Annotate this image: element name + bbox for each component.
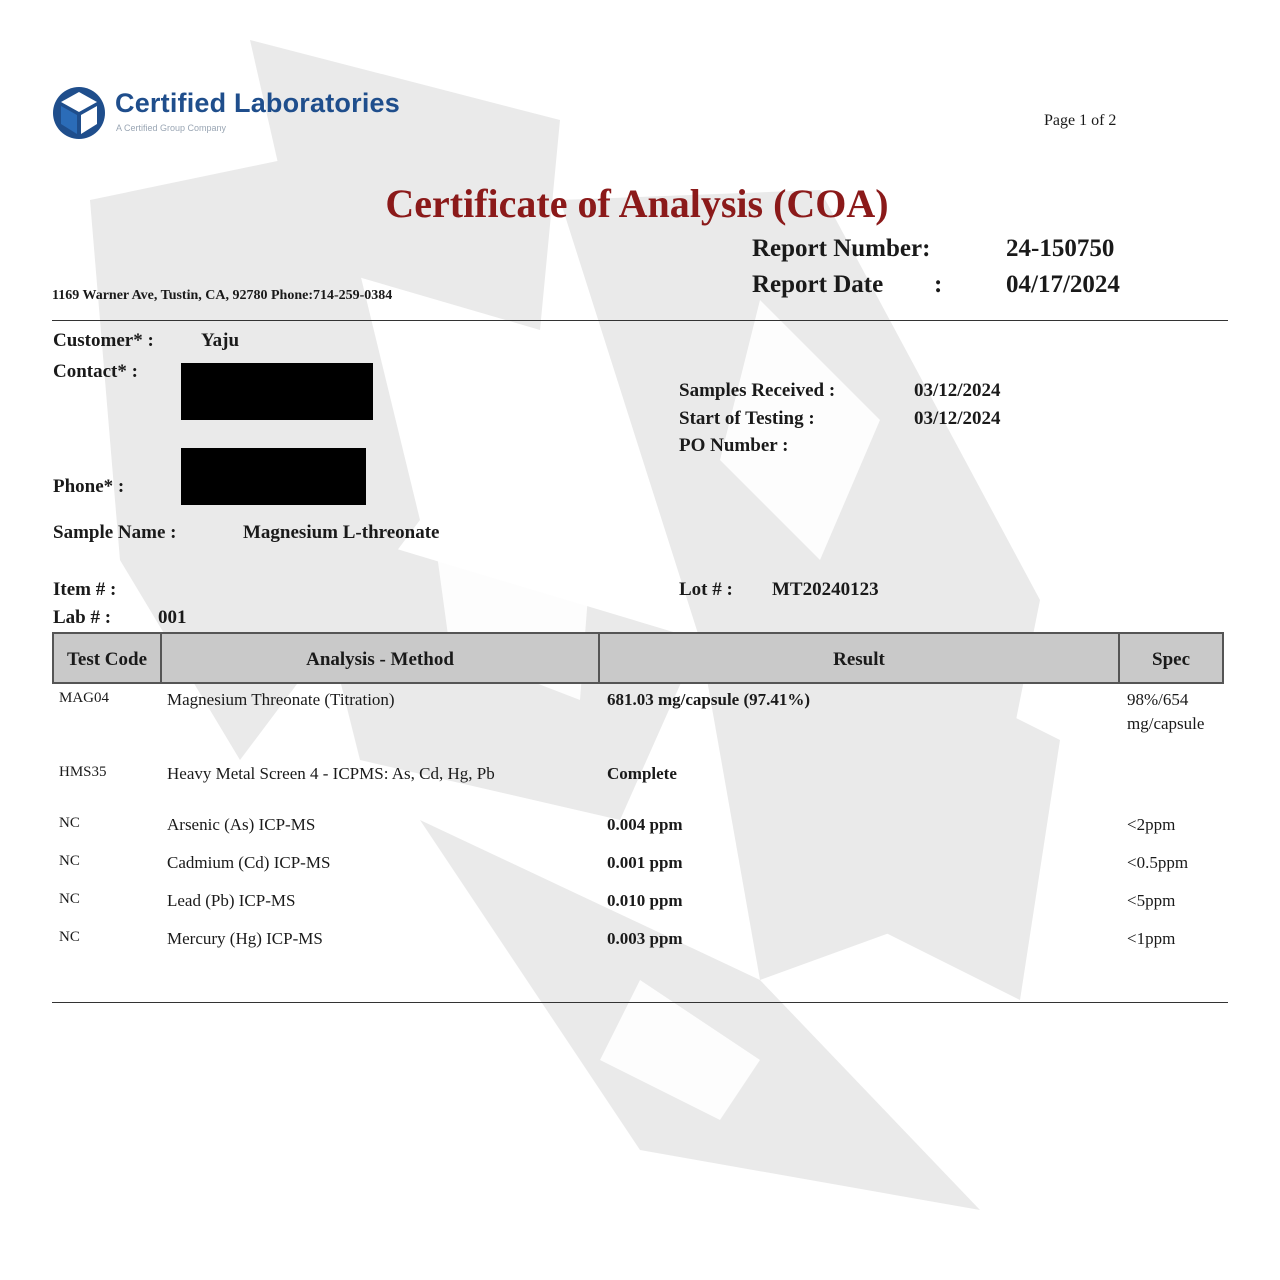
report-date-label: Report Date xyxy=(752,271,884,298)
analysis-method: Magnesium Threonate (Titration) xyxy=(167,690,395,709)
spec: 98%/654 xyxy=(1127,690,1189,709)
report-number-label: Report Number: xyxy=(752,235,931,262)
start-testing-value: 03/12/2024 xyxy=(914,408,1001,429)
result: Complete xyxy=(607,764,677,783)
result: 0.003 ppm xyxy=(607,929,683,948)
sample-name-value: Magnesium L-threonate xyxy=(243,522,440,543)
customer-value: Yaju xyxy=(201,330,240,351)
lot-label: Lot # : xyxy=(679,579,733,600)
analysis-method: Lead (Pb) ICP-MS xyxy=(167,891,296,910)
report-date: 04/17/2024 xyxy=(1006,271,1120,298)
page-indicator: Page 1 of 2 xyxy=(1044,112,1117,129)
contact-redaction xyxy=(181,363,373,420)
result: 0.001 ppm xyxy=(607,853,683,872)
report-number: 24-150750 xyxy=(1006,235,1115,262)
lab-number-value: 001 xyxy=(158,607,187,628)
brand-name: Certified Laboratories xyxy=(115,88,400,118)
lab-number-label: Lab # : xyxy=(53,607,112,628)
result: 0.004 ppm xyxy=(607,815,683,834)
test-code: HMS35 xyxy=(59,764,107,780)
analysis-method: Arsenic (As) ICP-MS xyxy=(167,815,316,834)
spec: <5ppm xyxy=(1127,891,1176,910)
phone-redaction xyxy=(181,448,366,505)
certified-laboratories-logo-icon xyxy=(52,86,106,140)
sample-name-label: Sample Name : xyxy=(53,522,177,543)
analysis-method: Heavy Metal Screen 4 - ICPMS: As, Cd, Hg, Pb xyxy=(167,764,495,783)
column-header-test-code: Test Code xyxy=(54,634,162,682)
result: 0.010 ppm xyxy=(607,891,683,910)
footer-divider xyxy=(52,1002,1228,1003)
column-header-spec: Spec xyxy=(1152,649,1190,670)
test-code: NC xyxy=(59,891,80,907)
analysis-method: Mercury (Hg) ICP-MS xyxy=(167,929,323,948)
document-title-text: Certificate of Analysis (COA) xyxy=(385,181,889,226)
start-testing-label: Start of Testing : xyxy=(679,408,815,429)
po-number-label: PO Number : xyxy=(679,435,789,456)
spec: <1ppm xyxy=(1127,929,1176,948)
test-code: NC xyxy=(59,929,80,945)
test-code: NC xyxy=(59,815,80,831)
brand-tagline: A Certified Group Company xyxy=(116,123,227,133)
analysis-method: Cadmium (Cd) ICP-MS xyxy=(167,853,331,872)
contact-label: Contact* : xyxy=(53,361,138,382)
samples-received-label: Samples Received : xyxy=(679,380,836,401)
spec-continued: mg/capsule xyxy=(1127,714,1205,733)
item-label: Item # : xyxy=(53,579,117,600)
result: 681.03 mg/capsule (97.41%) xyxy=(607,690,811,709)
test-code: NC xyxy=(59,853,80,869)
samples-received-value: 03/12/2024 xyxy=(914,380,1001,401)
spec: <2ppm xyxy=(1127,815,1176,834)
lab-address: 1169 Warner Ave, Tustin, CA, 92780 Phone:714-259-0384 xyxy=(52,288,393,303)
report-date-separator: : xyxy=(934,271,943,298)
lot-value: MT20240123 xyxy=(772,579,879,600)
phone-label: Phone* : xyxy=(53,476,125,497)
customer-label: Customer* : xyxy=(53,330,154,351)
document-title xyxy=(0,180,1280,227)
results-table-header xyxy=(52,632,1224,684)
spec: <0.5ppm xyxy=(1127,853,1189,872)
column-header-result: Result xyxy=(600,634,1120,682)
column-header-analysis-method: Analysis - Method xyxy=(162,634,600,682)
test-code: MAG04 xyxy=(59,690,110,706)
header-divider xyxy=(52,320,1228,321)
